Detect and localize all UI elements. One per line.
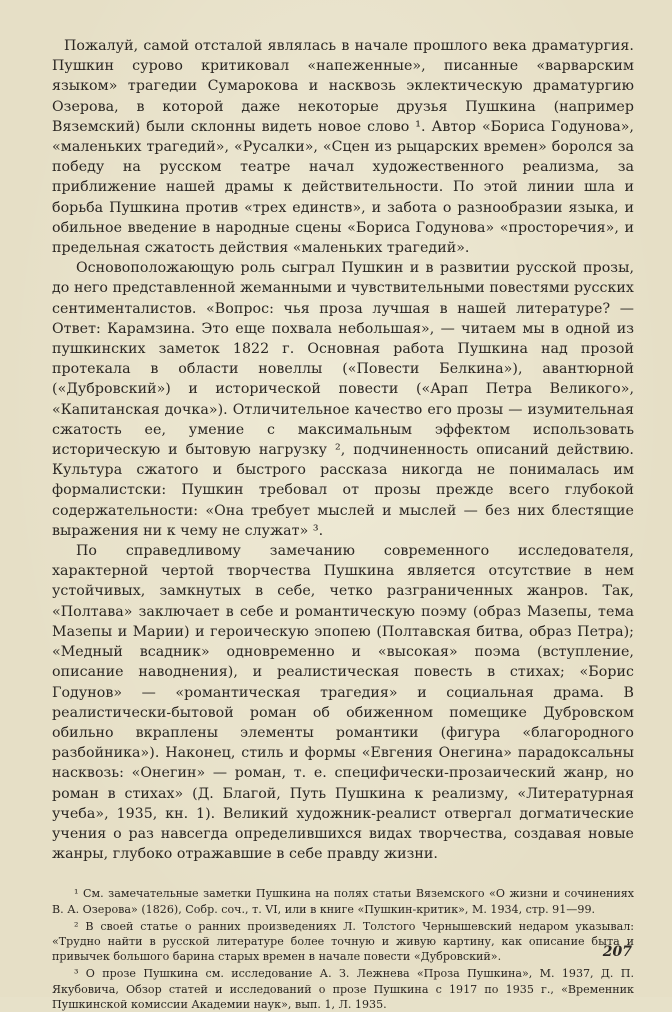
footnote-2: ² В своей статье о ранних произведениях Л. Толстого Чернышевский недаром указывал: «Трудно найти в русской литературе более точную и живую картину, как описание быта и привычек большого барина старых времен в начале повести «Дубровский». <box>52 919 634 964</box>
paragraph-genres: По справедливому замечанию современного исследователя, характерной чертой творчества Пушкина является отсутствие в нем устойчивых, замкнутых в себе, четко разграниченных жанров. Так, «Полтава» заключает в себе и романтическую поэму (образ Мазепы, тема Мазепы и Марии) и героическую эпопею (Полтавская битва, образ Петра); «Медный всадник» одновременно и «высокая» поэма (вступление, описание наводнения), и реалистическая повесть в стихах; «Борис Годунов» — «романтическая трагедия» и социальная драма. В реалистически-бытовой роман об обиженном помещике Дубровском обильно вкраплены элементы романтики (фигура «благородного разбойника»). Наконец, стиль и формы «Евгения Онегина» парадоксальны насквозь: «Онегин» — роман, т. е. специфически-прозаический жанр, но роман в стихах» (Д. Благой, Путь Пушкина к реализму, «Литературная учеба», 1935, кн. 1). Великий художник-реалист отвергал догматические учения о раз навсегда определившихся видах творчества, создавая новые жанры, глубоко отражавшие в себе правду жизни. <box>52 543 634 863</box>
footnote-3: ³ О прозе Пушкина см. исследование А. З. Лежнева «Проза Пушкина», М. 1937, Д. П. Якубовича, Обзор статей и исследований о прозе Пушкина с 1917 по 1935 г., «Временник Пушкинской комиссии Академии наук», вып. 1, Л. 1935. <box>52 967 634 1011</box>
paragraph-prose: Основоположающую роль сыграл Пушкин и в развитии русской прозы, до него представленной жеманными и чувствительными повестями русских сентименталистов. «Вопрос: чья проза лучшая в нашей литературе? — Ответ: Карамзина. Это еще похвала небольшая», — читаем мы в одной из пушкинских заметок 1822 г. Основная работа Пушкина над прозой протекала в области новеллы («Повести Белкина»), авантюрной («Дубровский») и исторической повести («Арап Петра Великого», «Капитанская дочка»). Отличительное качество его прозы — изумительная сжатость ее, умение с максимальным эффектом использовать историческую и бытовую нагрузку ², подчиненность описаний действию. Культура сжатого и быстрого рассказа никогда не понималась им формалистски: Пушкин требовал от прозы прежде всего глубокой содержательности: «Она требует мыслей и мыслей — без них блестящие выражения ни к чему не служат» ³. <box>52 260 634 539</box>
main-text <box>52 36 634 864</box>
paragraph-drama: Пожалуй, самой отсталой являлась в начале прошлого века драматургия. Пушкин сурово критиковал «напеженные», писанные «варварским языком» трагедии Сумарокова и насквозь эклектическую драматургию Озерова, в которой даже некоторые друзья Пушкина (например Вяземский) были склонны видеть новое слово ¹. Автор «Бориса Годунова», «маленьких трагедий», «Русалки», «Сцен из рыцарских времен» боролся за победу на русском театре начал художественного реализма, за приближение нашей драмы к действительности. По этой линии шла и борьба Пушкина против «трех единств», и забота о разнообразии языка, и обильное введение в народные сцены «Бориса Годунова» «просторечия», и предельная сжатость действия «маленьких трагедий». <box>52 38 634 257</box>
footnote-1: ¹ См. замечательные заметки Пушкина на полях статьи Вяземского «О жизни и сочинениях В. А. Озерова» (1826), Собр. соч., т. VI, или в книге «Пушкин-критик», М. 1934, стр. 91—99. <box>52 887 634 916</box>
page-number: 207 <box>602 944 632 960</box>
footnotes <box>52 886 634 1012</box>
